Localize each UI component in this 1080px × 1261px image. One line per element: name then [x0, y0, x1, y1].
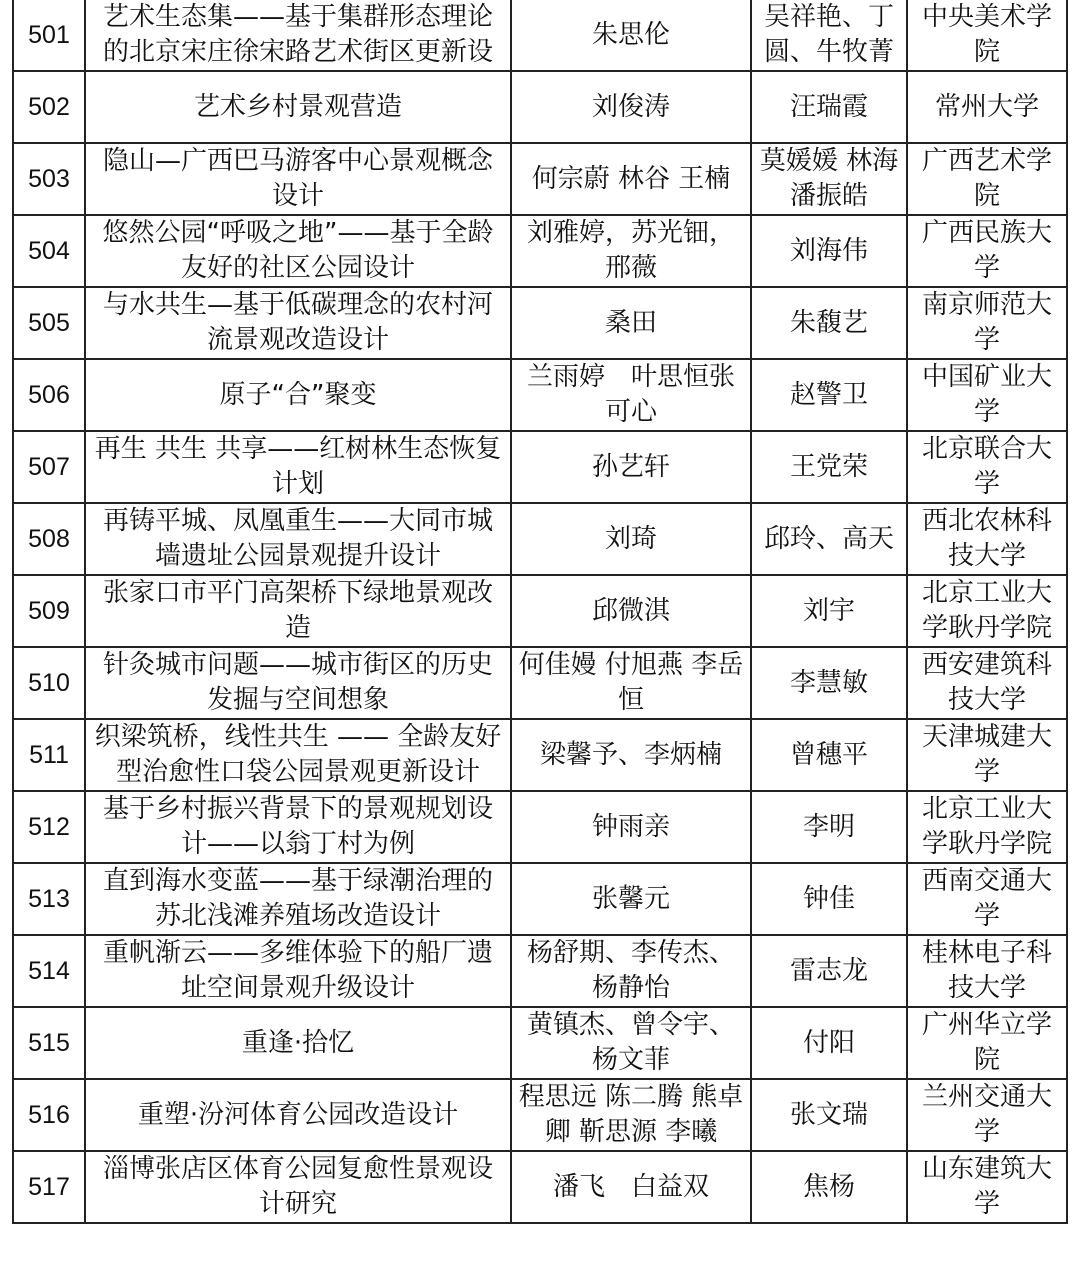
award-list-table	[12, 0, 1068, 1224]
student-authors: 何宗蔚 林谷 王楠	[511, 143, 751, 215]
school: 西北农林科技大学	[907, 503, 1067, 575]
advisor: 钟佳	[751, 863, 907, 935]
advisor: 吴祥艳、丁圆、牛牧菁	[751, 0, 907, 71]
table-row	[13, 1079, 1067, 1151]
project-title: 重帆渐云——多维体验下的船厂遗址空间景观升级设计	[85, 935, 511, 1007]
advisor: 邱玲、高天	[751, 503, 907, 575]
project-title: 直到海水变蓝——基于绿潮治理的苏北浅滩养殖场改造设计	[85, 863, 511, 935]
entry-number: 501	[13, 0, 85, 71]
student-authors: 兰雨婷 叶思恒张可心	[511, 359, 751, 431]
advisor: 李慧敏	[751, 647, 907, 719]
advisor: 赵警卫	[751, 359, 907, 431]
entry-number: 510	[13, 647, 85, 719]
table-row	[13, 935, 1067, 1007]
student-authors: 刘琦	[511, 503, 751, 575]
school: 西南交通大学	[907, 863, 1067, 935]
school: 中央美术学院	[907, 0, 1067, 71]
entry-number: 512	[13, 791, 85, 863]
school: 兰州交通大学	[907, 1079, 1067, 1151]
project-title: 与水共生—基于低碳理念的农村河流景观改造设计	[85, 287, 511, 359]
school: 常州大学	[907, 71, 1067, 143]
student-authors: 张馨元	[511, 863, 751, 935]
project-title: 悠然公园“呼吸之地”——基于全龄友好的社区公园设计	[85, 215, 511, 287]
table-row	[13, 359, 1067, 431]
school: 中国矿业大学	[907, 359, 1067, 431]
table-row	[13, 503, 1067, 575]
table-row	[13, 215, 1067, 287]
project-title: 艺术生态集——基于集群形态理论的北京宋庄徐宋路艺术街区更新设	[85, 0, 511, 71]
advisor: 张文瑞	[751, 1079, 907, 1151]
project-title: 艺术乡村景观营造	[85, 71, 511, 143]
school: 广州华立学院	[907, 1007, 1067, 1079]
advisor: 莫媛媛 林海 潘振皓	[751, 143, 907, 215]
table-row	[13, 1151, 1067, 1223]
student-authors: 程思远 陈二腾 熊卓卿 靳思源 李曦	[511, 1079, 751, 1151]
school: 北京工业大学耿丹学院	[907, 575, 1067, 647]
project-title: 基于乡村振兴背景下的景观规划设计——以翁丁村为例	[85, 791, 511, 863]
advisor: 雷志龙	[751, 935, 907, 1007]
student-authors: 朱思伦	[511, 0, 751, 71]
project-title: 淄博张店区体育公园复愈性景观设计研究	[85, 1151, 511, 1223]
entry-number: 502	[13, 71, 85, 143]
table-row	[13, 287, 1067, 359]
table-row	[13, 431, 1067, 503]
entry-number: 513	[13, 863, 85, 935]
table-row	[13, 719, 1067, 791]
student-authors: 潘飞 白益双	[511, 1151, 751, 1223]
entry-number: 506	[13, 359, 85, 431]
advisor: 曾穗平	[751, 719, 907, 791]
table-row	[13, 791, 1067, 863]
table-row	[13, 71, 1067, 143]
entry-number: 516	[13, 1079, 85, 1151]
student-authors: 刘俊涛	[511, 71, 751, 143]
student-authors: 梁馨予、李炳楠	[511, 719, 751, 791]
student-authors: 杨舒期、李传杰、杨静怡	[511, 935, 751, 1007]
advisor: 刘宇	[751, 575, 907, 647]
entry-number: 503	[13, 143, 85, 215]
advisor: 刘海伟	[751, 215, 907, 287]
school: 北京联合大学	[907, 431, 1067, 503]
table-row	[13, 1007, 1067, 1079]
project-title: 隐山—广西巴马游客中心景观概念设计	[85, 143, 511, 215]
table-row	[13, 863, 1067, 935]
advisor: 王党荣	[751, 431, 907, 503]
table-row	[13, 0, 1067, 71]
project-title: 重塑·汾河体育公园改造设计	[85, 1079, 511, 1151]
advisor: 付阳	[751, 1007, 907, 1079]
school: 南京师范大学	[907, 287, 1067, 359]
advisor: 朱馥艺	[751, 287, 907, 359]
entry-number: 505	[13, 287, 85, 359]
project-title: 重逢·拾忆	[85, 1007, 511, 1079]
table-row	[13, 575, 1067, 647]
project-title: 针灸城市问题——城市街区的历史发掘与空间想象	[85, 647, 511, 719]
advisor: 李明	[751, 791, 907, 863]
project-title: 再铸平城、凤凰重生——大同市城墙遗址公园景观提升设计	[85, 503, 511, 575]
entry-number: 517	[13, 1151, 85, 1223]
school: 西安建筑科技大学	[907, 647, 1067, 719]
entry-number: 509	[13, 575, 85, 647]
entry-number: 507	[13, 431, 85, 503]
entry-number: 514	[13, 935, 85, 1007]
advisor: 焦杨	[751, 1151, 907, 1223]
school: 广西民族大学	[907, 215, 1067, 287]
entry-number: 511	[13, 719, 85, 791]
entry-number: 504	[13, 215, 85, 287]
student-authors: 钟雨亲	[511, 791, 751, 863]
school: 山东建筑大学	[907, 1151, 1067, 1223]
student-authors: 桑田	[511, 287, 751, 359]
project-title: 再生 共生 共享——红树林生态恢复计划	[85, 431, 511, 503]
entry-number: 508	[13, 503, 85, 575]
advisor: 汪瑞霞	[751, 71, 907, 143]
student-authors: 邱微淇	[511, 575, 751, 647]
school: 北京工业大学耿丹学院	[907, 791, 1067, 863]
table-body	[13, 0, 1067, 1223]
entry-number: 515	[13, 1007, 85, 1079]
student-authors: 何佳嫚 付旭燕 李岳恒	[511, 647, 751, 719]
school: 桂林电子科技大学	[907, 935, 1067, 1007]
student-authors: 刘雅婷，苏光钿，邢薇	[511, 215, 751, 287]
student-authors: 黄镇杰、曾令宇、杨文菲	[511, 1007, 751, 1079]
project-title: 原子“合”聚变	[85, 359, 511, 431]
project-title: 织梁筑桥，线性共生 —— 全龄友好型治愈性口袋公园景观更新设计	[85, 719, 511, 791]
table-row	[13, 143, 1067, 215]
project-title: 张家口市平门高架桥下绿地景观改造	[85, 575, 511, 647]
table-row	[13, 647, 1067, 719]
school: 天津城建大学	[907, 719, 1067, 791]
school: 广西艺术学院	[907, 143, 1067, 215]
student-authors: 孙艺轩	[511, 431, 751, 503]
